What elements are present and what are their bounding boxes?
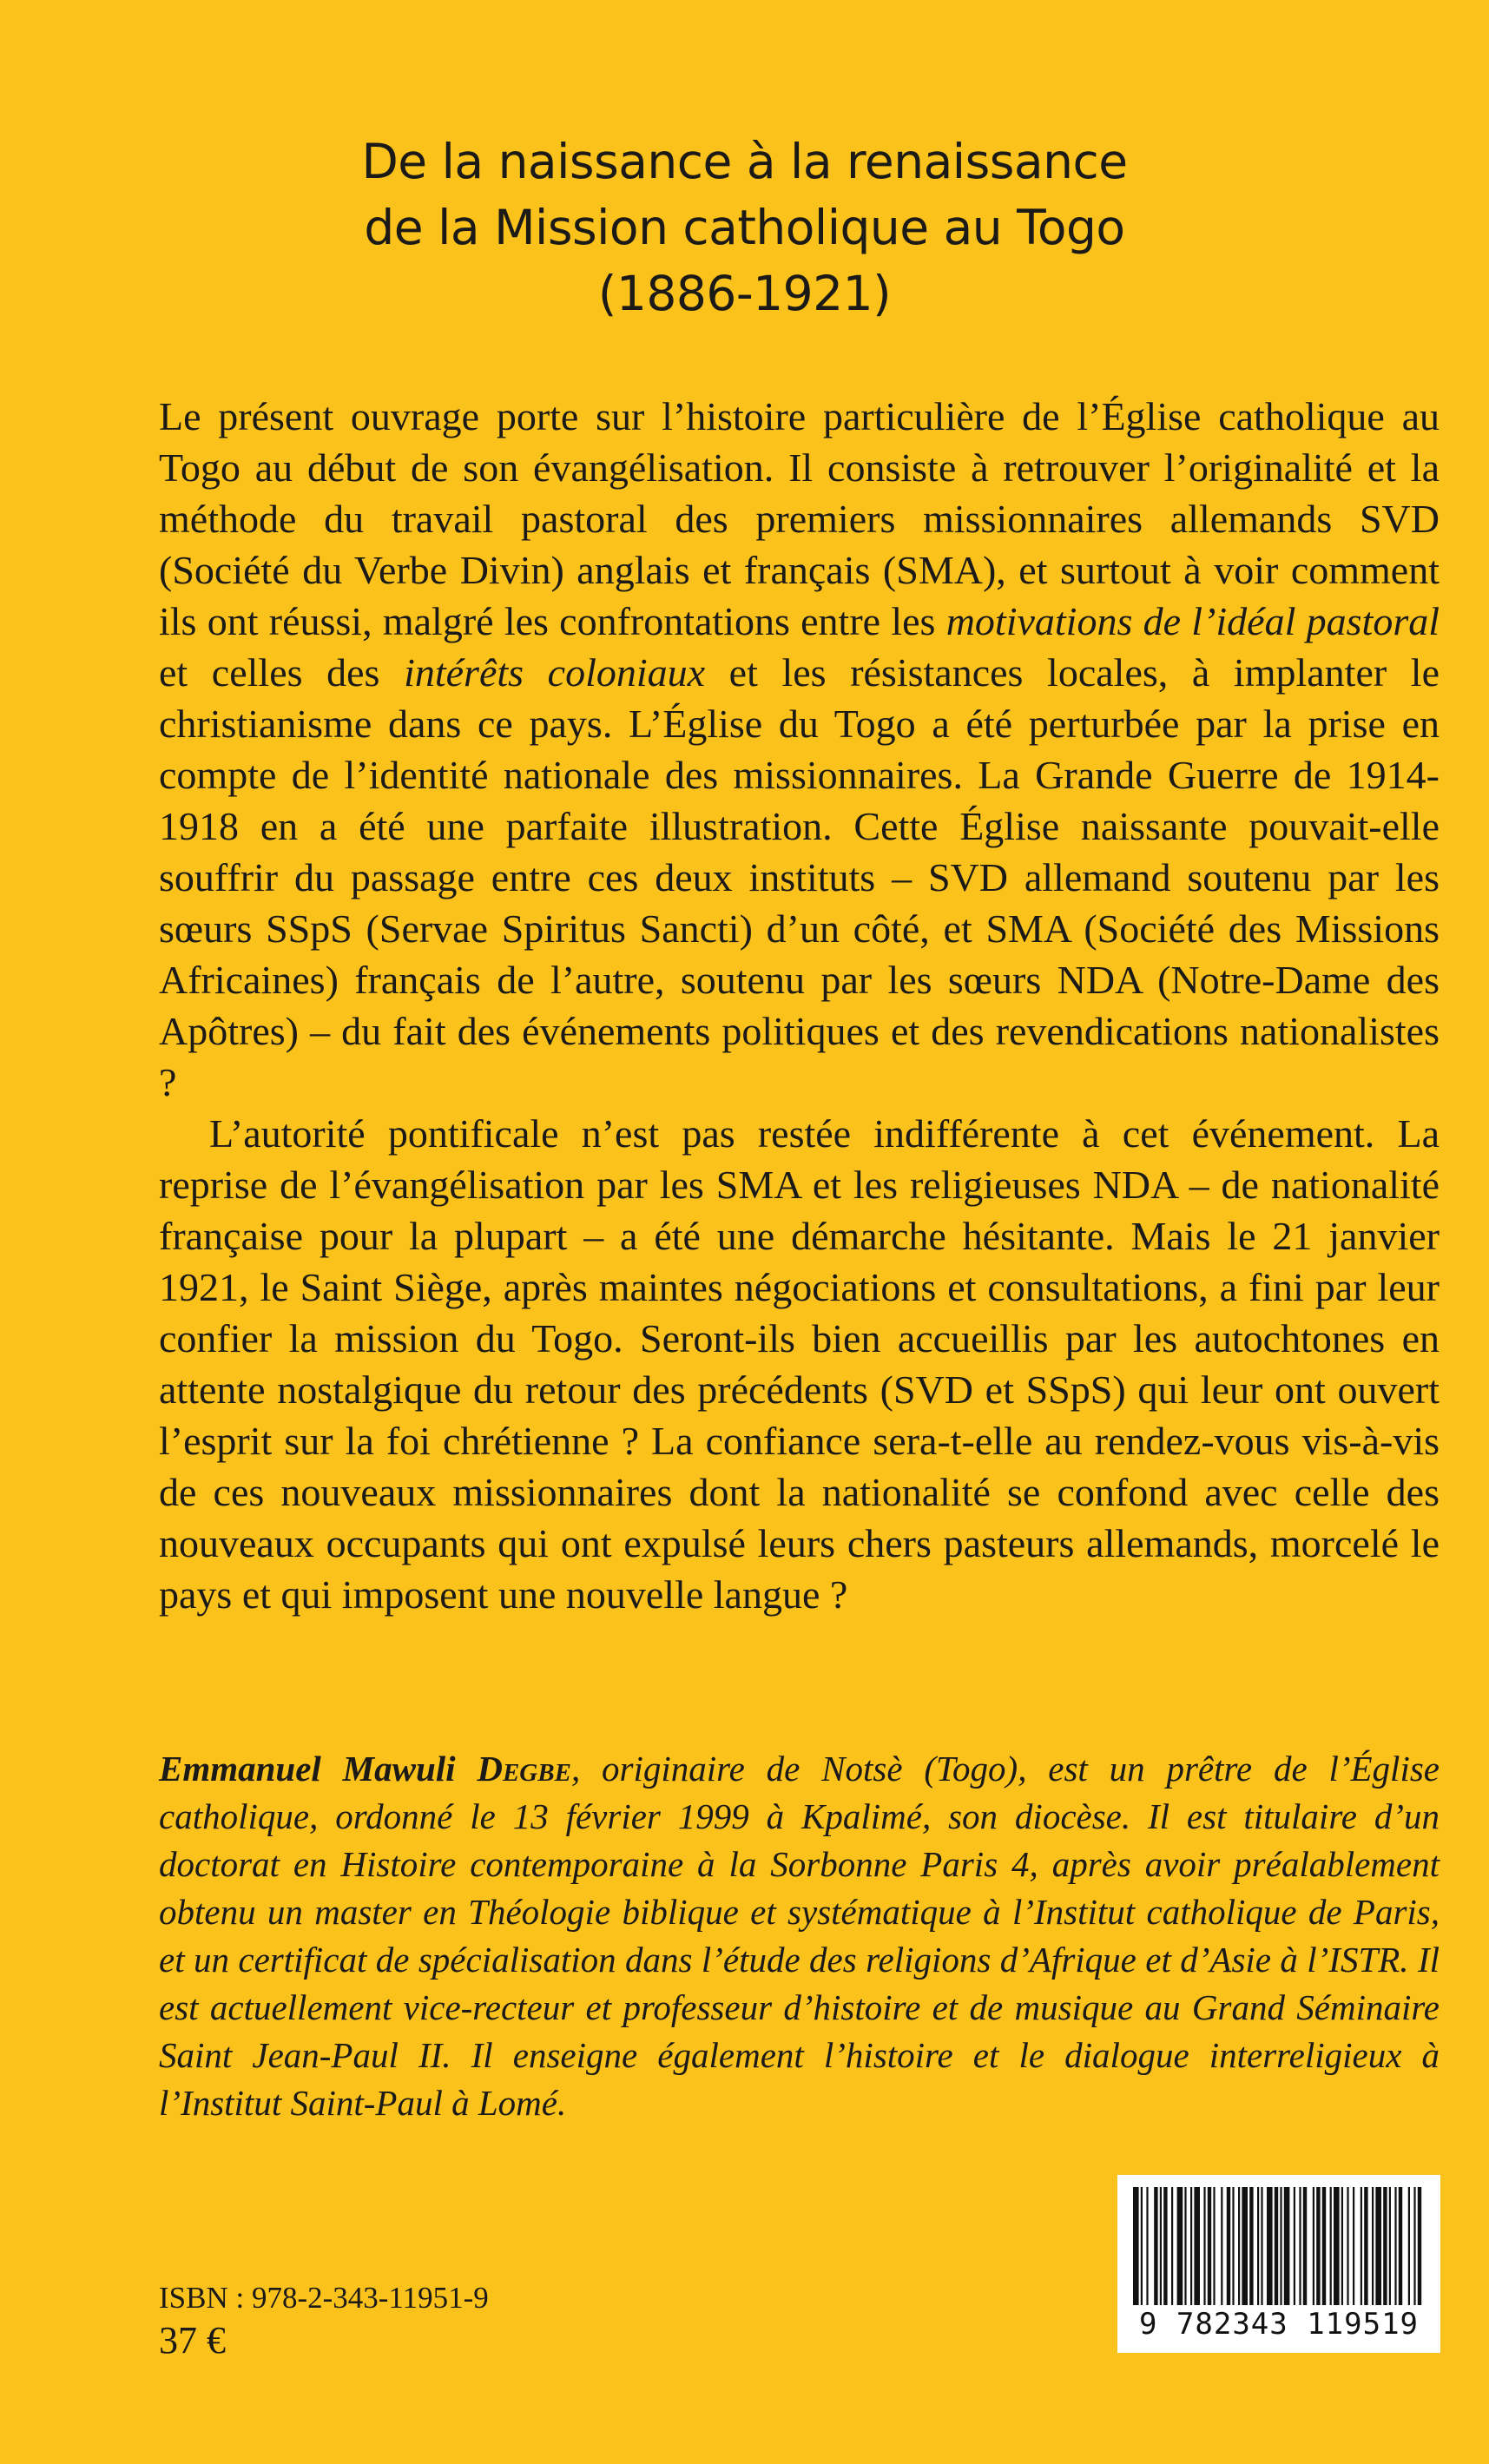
barcode-bar bbox=[1249, 2187, 1253, 2305]
barcode-bar bbox=[1154, 2187, 1157, 2305]
author-name: Emmanuel Mawuli bbox=[159, 1749, 478, 1789]
barcode-bar bbox=[1322, 2187, 1326, 2305]
barcode-bar bbox=[1361, 2187, 1362, 2305]
author-bio-text: , originaire de Notsè (Togo), est un prêtre de l’Église catholique, ordonné le 13 février 1999 à Kpalimé, son diocèse. Il est titulaire d’un doctorat en Histoire contemporaine à la Sorbonne Paris 4, après avoir préalablement obtenu un master en Théologie biblique et systématique à l’Institut catholique de Paris, et un certificat de spécialisation dans l’étude des religions d’Afrique et d’Asie à l’ISTR. Il est actuellement vice-recteur et professeur d’histoire et de musique au Grand Séminaire Saint Jean-Paul II. Il enseigne également l’histoire et le dialogue interreligieux à l’Institut Saint-Paul à Lomé. bbox=[159, 1749, 1440, 2123]
summary-p1-italic-2: intérêts coloniaux bbox=[404, 650, 706, 695]
barcode-bar bbox=[1238, 2187, 1240, 2305]
barcode-bar bbox=[1284, 2187, 1290, 2305]
summary-text bbox=[159, 391, 1440, 1620]
barcode-bar bbox=[1408, 2187, 1410, 2305]
barcode-bar bbox=[1418, 2187, 1421, 2305]
barcode-bar bbox=[1316, 2187, 1320, 2305]
barcode-bar bbox=[1190, 2187, 1192, 2305]
barcode-bar bbox=[1394, 2187, 1396, 2305]
barcode-bar bbox=[1177, 2187, 1183, 2305]
barcode-bar bbox=[1299, 2187, 1301, 2305]
book-title bbox=[174, 128, 1315, 326]
barcode-bar bbox=[1413, 2187, 1415, 2305]
barcode-bar bbox=[1280, 2187, 1281, 2305]
barcode-bar bbox=[1171, 2187, 1173, 2305]
barcode-bar bbox=[1341, 2187, 1343, 2305]
barcode-bar bbox=[1275, 2187, 1278, 2305]
summary-p1-part-2: et celles des bbox=[159, 650, 405, 695]
barcode-bar bbox=[1334, 2187, 1340, 2305]
barcode-bar bbox=[1242, 2187, 1248, 2305]
barcode-bar bbox=[1347, 2187, 1348, 2305]
barcode-bar bbox=[1232, 2187, 1234, 2305]
summary-paragraph-1 bbox=[159, 391, 1440, 1108]
title-line-3: (1886-1921) bbox=[597, 266, 892, 321]
barcode-bar bbox=[1375, 2187, 1381, 2305]
barcode-bars bbox=[1130, 2187, 1428, 2305]
barcode-bar bbox=[1389, 2187, 1391, 2305]
barcode-bar bbox=[1313, 2187, 1314, 2305]
barcode-bar bbox=[1203, 2187, 1205, 2305]
barcode-bar bbox=[1330, 2187, 1332, 2305]
barcode-bar bbox=[1146, 2187, 1148, 2305]
summary-p1-italic-1: motivations de l’idéal pastoral bbox=[945, 599, 1440, 643]
author-bio bbox=[159, 1745, 1440, 2127]
barcode-bar bbox=[1261, 2187, 1262, 2305]
barcode-bar bbox=[1267, 2187, 1273, 2305]
barcode-bar bbox=[1141, 2187, 1143, 2305]
author-surname: Degbe bbox=[477, 1749, 571, 1789]
barcode-bar bbox=[1208, 2187, 1211, 2305]
barcode bbox=[1117, 2175, 1440, 2353]
summary-p1-part-3: et les résistances locales, à implanter le christianisme dans ce pays. L’Église du Togo a été perturbée par la prise en compte de l’identité nationale des missionnaires. La Grande Guerre de 1914-1918 en a été une parfaite illustration. Cette Église naissante pouvait-elle souffrir du passage entre ces deux instituts – SVD allemand soutenu par les sœurs SSpS (Servae Spiritus Sancti) d’un côté, et SMA (Société des Missions Africaines) français de l’autre, soutenu par les sœurs NDA (Notre-Dame des Apôtres) – du fait des événements politiques et des revendications nationalistes ? bbox=[159, 650, 1440, 1104]
barcode-bar bbox=[1194, 2187, 1200, 2305]
price: 37 € bbox=[159, 2319, 226, 2362]
isbn: ISBN : 978-2-343-11951-9 bbox=[159, 2281, 489, 2315]
barcode-bar bbox=[1213, 2187, 1215, 2305]
summary-p1-part-1: Le présent ouvrage porte sur l’histoire particulière de l’Église catholique au Togo au début de son évangélisation. Il consiste à retrouver l’originalité et la méthode du travail pastoral des premiers missionnaires allemands SVD (Société du Verbe Divin) anglais et français (SMA), et surtout à voir comment ils ont réussi, malgré les confrontations entre les bbox=[159, 394, 1440, 643]
barcode-bar bbox=[1133, 2187, 1139, 2305]
barcode-bar bbox=[1163, 2187, 1167, 2305]
barcode-digits: 9 782343 119519 bbox=[1138, 2307, 1420, 2342]
barcode-bar bbox=[1353, 2187, 1354, 2305]
title-line-2: de la Mission catholique au Togo bbox=[364, 200, 1125, 255]
barcode-bar bbox=[1399, 2187, 1402, 2305]
barcode-bar bbox=[1294, 2187, 1295, 2305]
barcode-bar bbox=[1364, 2187, 1367, 2305]
barcode-bar bbox=[1184, 2187, 1186, 2305]
summary-paragraph-2: L’autorité pontificale n’est pas restée indifférente à cet événement. La reprise de l’évangélisation par les SMA et les religieuses NDA – de nationalité française pour la plupart – a été une démarche hésitante. Mais le 21 janvier 1921, le Saint Siège, après maintes négociations et consultations, a fini par leur confier la mission du Togo. Seront-ils bien accueillis par les autochtones en attente nostalgique du retour des précédents (SVD et SSpS) qui leur ont ouvert l’esprit sur la foi chrétienne ? La confiance sera-t-elle au rendez-vous vis-à-vis de ces nouveaux missionnaires dont la nationalité se confond avec celle des nouveaux occupants qui ont expulsé leurs chers pasteurs allemands, morcelé le pays et qui imposent une nouvelle langue ? bbox=[159, 1111, 1440, 1617]
barcode-bar bbox=[1257, 2187, 1259, 2305]
barcode-bar bbox=[1227, 2187, 1230, 2305]
barcode-bar bbox=[1160, 2187, 1162, 2305]
barcode-bar bbox=[1372, 2187, 1374, 2305]
barcode-bar bbox=[1303, 2187, 1307, 2305]
barcode-bar bbox=[1383, 2187, 1387, 2305]
barcode-bar bbox=[1221, 2187, 1222, 2305]
title-line-1: De la naissance à la renaissance bbox=[361, 134, 1128, 189]
